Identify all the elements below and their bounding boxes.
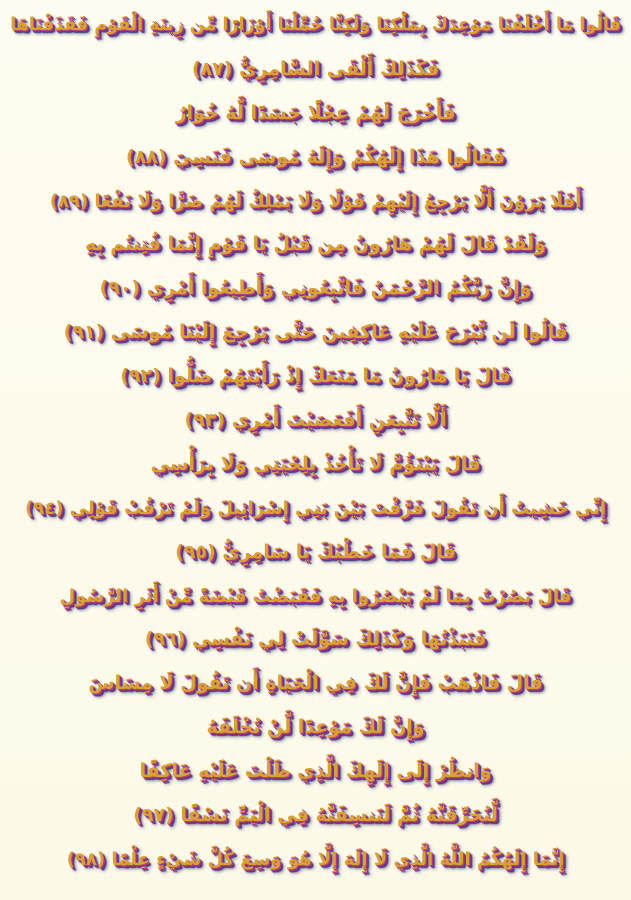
verse-line-12: إِنِّي خَشِيتُ أَن تَقُولَ فَرَّقْتَ بَيْنَ بَنِي إِسْرَائِيلَ وَلَمْ تَرْقُبْ قَوْلِي (٩٤) <box>24 497 607 519</box>
verse-line-11: قَالَ يَبْنَؤُمَّ لَا تَأْخُذْ بِلِحْيَتِي وَلَا بِرَأْسِي <box>150 452 481 475</box>
verse-line-1: قَالُوا مَا أَخْلَفْنَا مَوْعِدَكَ بِمَلْكِنَا وَلَكِنَّا حُمِّلْنَا أَوْزَارًا مِّن زِينَةِ الْقَوْمِ فَقَذَفْنَاهَا <box>10 15 621 35</box>
verse-line-20: إِنَّمَا إِلَهُكُمُ اللَّهُ الَّذِي لَا إِلَهَ إِلَّا هُوَ وَسِعَ كُلَّ شَيْءٍ عِلْمًا (٩٨) <box>66 848 565 870</box>
verse-line-18: وَانظُرْ إِلَى إِلَهِكَ الَّذِي ظَلْتَ عَلَيْهِ عَاكِفًا <box>139 760 492 783</box>
verse-line-15: فَنَبَذْتُهَا وَكَذَلِكَ سَوَّلَتْ لِي نَفْسِي (٩٦) <box>144 628 487 651</box>
verse-line-14: قَالَ بَصُرْتُ بِمَا لَمْ يَبْصُرُوا بِهِ فَقَبَضْتُ قَبْضَةً مِّنْ أَثَرِ الرَّسُولِ <box>59 585 572 607</box>
verse-line-19: لَّنُحَرِّقَنَّهُ ثُمَّ لَنَنسِفَنَّهُ فِي الْيَمِّ نَسْفًا (٩٧) <box>133 804 498 827</box>
verses-block <box>0 4 631 882</box>
verse-line-7: وَإِنَّ رَبَّكُمُ الرَّحْمَنُ فَاتَّبِعُونِي وَأَطِيعُوا أَمْرِي (٩٠) <box>99 277 532 300</box>
verse-line-9: قَالَ يَا هَارُونُ مَا مَنَعَكَ إِذْ رَأَيْتَهُمْ ضَلُّوا (٩٢) <box>120 365 511 388</box>
verse-line-10: أَلَّا تَتَّبِعَنِ أَفَعَصَيْتَ أَمْرِي (٩٣) <box>184 409 447 432</box>
verse-line-8: قَالُوا لَن نَّبْرَحَ عَلَيْهِ عَاكِفِينَ حَتَّى يَرْجِعَ إِلَيْنَا مُوسَى (٩١) <box>63 321 568 344</box>
verse-line-3: فَأَخْرَجَ لَهُمْ عِجْلًا جَسَدًا لَّهُ خُوَارٌ <box>175 101 456 124</box>
verse-line-2: فَكَذَلِكَ أَلْقَى السَّامِرِيُّ (٨٧) <box>191 57 440 80</box>
verse-line-4: فَقَالُوا هَذَا إِلَهُكُمْ وَإِلَهُ مُوسَى فَنَسِيَ (٨٨) <box>125 145 506 168</box>
verse-line-5: أَفَلَا يَرَوْنَ أَلَّا يَرْجِعُ إِلَيْهِمْ قَوْلًا وَلَا يَمْلِكُ لَهُمْ ضَرًّا وَلَا نَفْعًا (٨٩) <box>49 190 582 212</box>
verse-line-6: وَلَقَدْ قَالَ لَهُمْ هَارُونُ مِن قَبْلُ يَا قَوْمِ إِنَّمَا فُتِنتُم بِهِ <box>84 233 546 256</box>
verse-line-17: وَإِنَّ لَكَ مَوْعِدًا لَّنْ تُخْلَفَهُ <box>206 716 425 739</box>
verse-line-13: قَالَ فَمَا خَطْبُكَ يَا سَامِرِيُّ (٩٥) <box>175 540 456 563</box>
verse-line-16: قَالَ فَاذْهَبْ فَإِنَّ لَكَ فِي الْحَيَاةِ أَن تَقُولَ لَا مِسَاسَ <box>88 672 543 695</box>
